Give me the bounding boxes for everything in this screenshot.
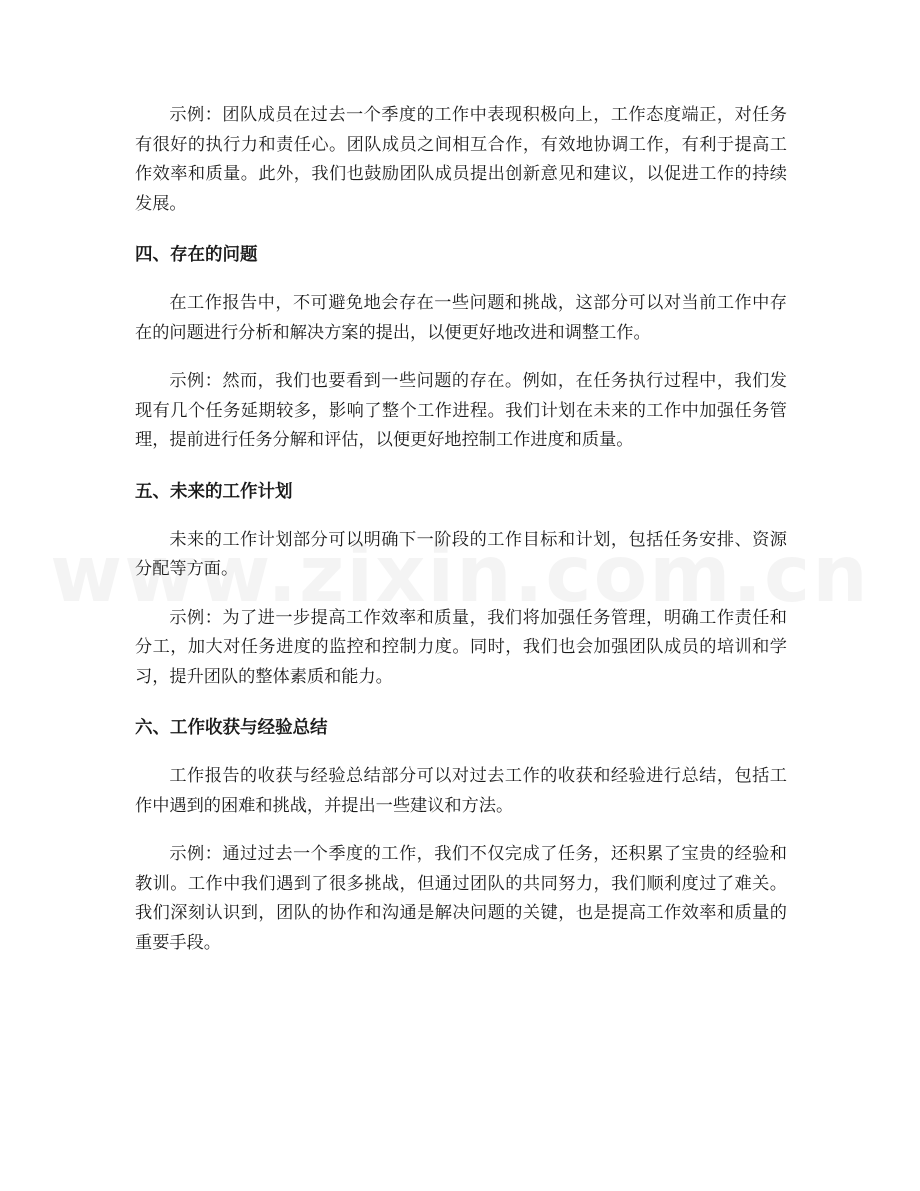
paragraph-lessons-example: 示例：通过过去一个季度的工作，我们不仅完成了任务，还积累了宝贵的经验和教训。工作中我们遇到了很多挑战，但通过团队的共同努力，我们顺利度过了难关。我们深刻认识到，团队的协作和沟通是解决问题的关键，也是提高工作效率和质量的重要手段。 <box>135 844 787 953</box>
document-body <box>135 101 787 977</box>
section-heading-future-plan: 五、未来的工作计划 <box>135 481 293 502</box>
paragraph-lessons-description: 工作报告的收获与经验总结部分可以对过去工作的收获和经验进行总结，包括工作中遇到的困难和挑战，并提出一些建议和方法。 <box>135 766 787 816</box>
section-heading-lessons-learned: 六、工作收获与经验总结 <box>135 718 328 738</box>
paragraph-team-performance-example: 示例：团队成员在过去一个季度的工作中表现积极向上，工作态度端正，对任务有很好的执行力和责任心。团队成员之间相互合作，有效地协调工作，有利于提高工作效率和质量。此外，我们也鼓励团队成员提出创新意见和建议，以促进工作的持续发展。 <box>135 105 787 214</box>
paragraph-future-plan-example: 示例：为了进一步提高工作效率和质量，我们将加强任务管理，明确工作责任和分工，加大对任务进度的监控和控制力度。同时，我们也会加强团队成员的培训和学习，提升团队的整体素质和能力。 <box>135 607 787 687</box>
paragraph-problems-description: 在工作报告中，不可避免地会存在一些问题和挑战，这部分可以对当前工作中存在的问题进行分析和解决方案的提出，以便更好地改进和调整工作。 <box>135 293 787 343</box>
paragraph-problems-example: 示例：然而，我们也要看到一些问题的存在。例如，在任务执行过程中，我们发现有几个任务延期较多，影响了整个工作进程。我们计划在未来的工作中加强任务管理，提前进行任务分解和评估，以便更好地控制工作进度和质量。 <box>135 371 787 450</box>
paragraph-future-plan-description: 未来的工作计划部分可以明确下一阶段的工作目标和计划，包括任务安排、资源分配等方面。 <box>135 529 787 579</box>
section-heading-problems: 四、存在的问题 <box>135 245 258 265</box>
